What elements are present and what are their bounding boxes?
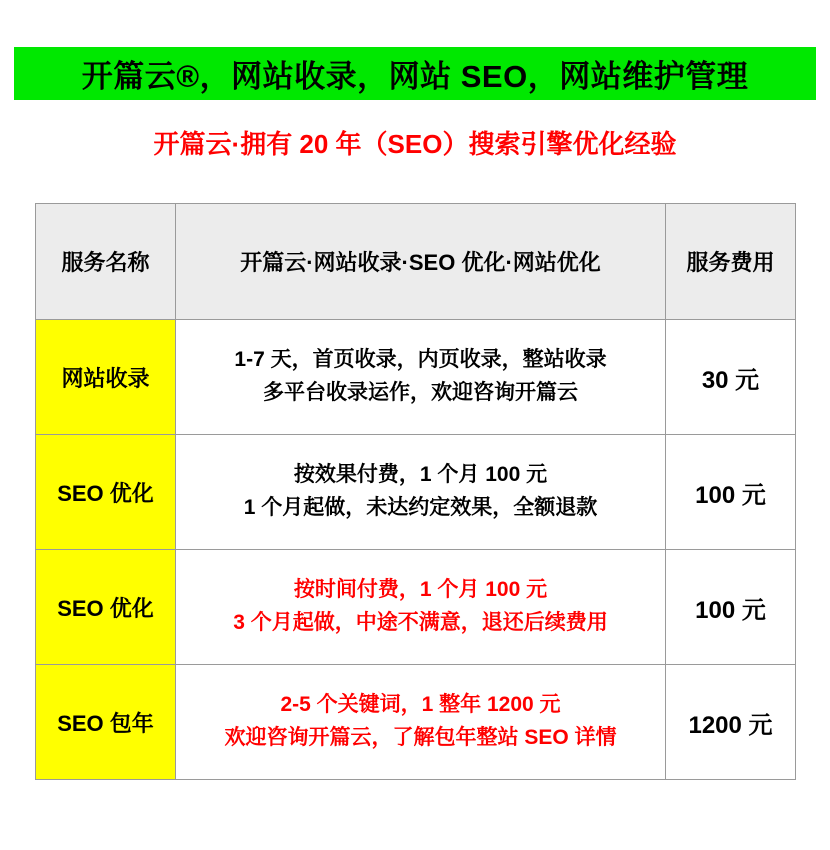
table-body	[36, 320, 796, 780]
table-row	[36, 665, 796, 780]
row-service-fee: 1200 元	[666, 665, 796, 780]
table-row	[36, 550, 796, 665]
row-service-name: 网站收录	[36, 320, 176, 435]
desc-line-2: 1 个月起做，未达约定效果，全额退款	[243, 496, 598, 519]
desc-line-2: 3 个月起做，中途不满意，退还后续费用	[233, 611, 608, 634]
desc-line-1: 1-7 天，首页收录，内页收录，整站收录	[234, 348, 607, 372]
header-service-desc: 开篇云·网站收录·SEO 优化·网站优化	[176, 204, 666, 320]
header-service-fee: 服务费用	[666, 204, 796, 320]
table-row	[36, 435, 796, 550]
row-service-name: SEO 优化	[36, 435, 176, 550]
row-service-desc	[176, 665, 666, 780]
row-service-name: SEO 优化	[36, 550, 176, 665]
banner-title: 开篇云®，网站收录，网站 SEO，网站维护管理	[81, 59, 749, 94]
table-header	[36, 204, 796, 320]
pricing-table	[35, 203, 796, 780]
title-banner	[14, 47, 816, 100]
desc-line-1: 2-5 个关键词，1 整年 1200 元	[280, 693, 561, 717]
row-service-desc	[176, 320, 666, 435]
desc-line-2: 多平台收录运作，欢迎咨询开篇云	[263, 381, 578, 404]
table-header-row	[36, 204, 796, 320]
desc-line-2: 欢迎咨询开篇云，了解包年整站 SEO 详情	[224, 726, 617, 749]
subtitle-text: 开篇云·拥有 20 年（SEO）搜索引擎优化经验	[153, 129, 677, 159]
row-service-fee: 100 元	[666, 550, 796, 665]
desc-line-1: 按效果付费，1 个月 100 元	[293, 463, 548, 487]
table-row	[36, 320, 796, 435]
row-service-desc	[176, 435, 666, 550]
row-service-name: SEO 包年	[36, 665, 176, 780]
header-service-name: 服务名称	[36, 204, 176, 320]
row-service-fee: 100 元	[666, 435, 796, 550]
row-service-fee: 30 元	[666, 320, 796, 435]
desc-line-1: 按时间付费，1 个月 100 元	[293, 578, 548, 602]
row-service-desc	[176, 550, 666, 665]
